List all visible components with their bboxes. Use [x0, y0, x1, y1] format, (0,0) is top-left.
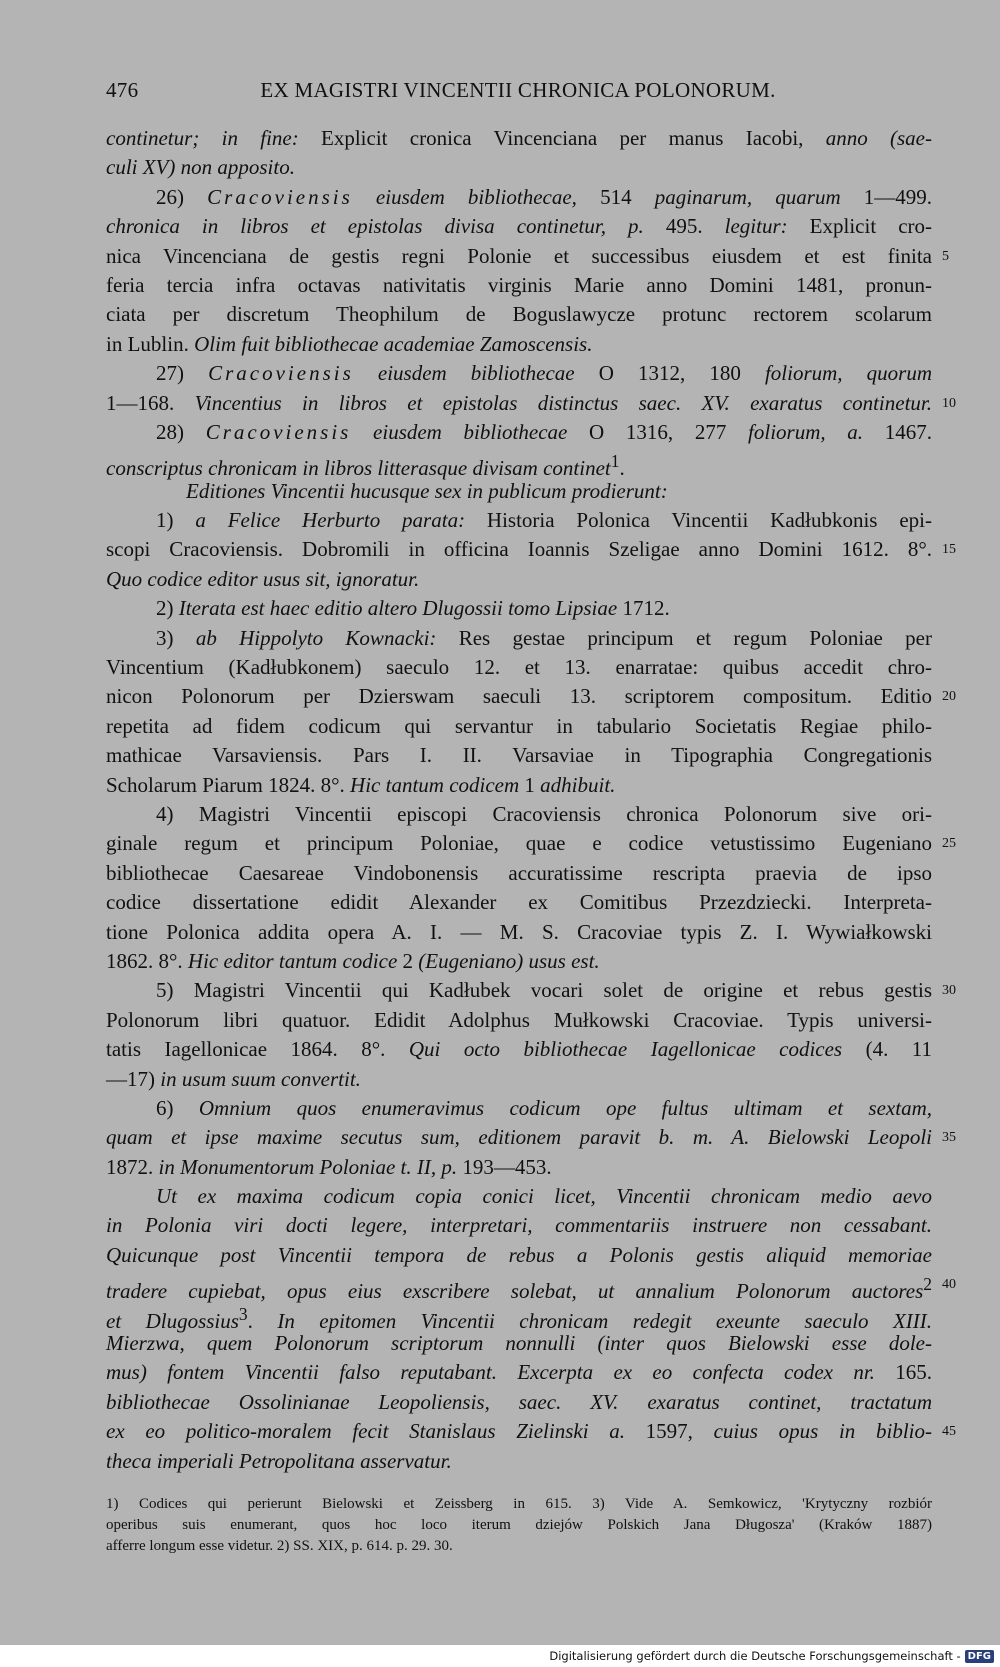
text-line: mathicae Varsaviensis. Pars I. II. Varsaviae in Tipographia Congregationis	[106, 743, 932, 768]
footnotes	[106, 1494, 932, 1557]
line-number: 25	[942, 836, 956, 852]
text-line: —17) in usum suum convertit.	[106, 1066, 361, 1091]
text-line: tatis Iagellonicae 1864. 8°. Qui octo bibliothecae Iagellonicae codices (4. 11	[106, 1037, 933, 1062]
line-number: 15	[942, 542, 956, 558]
text-line: Mierzwa, quem Polonorum scriptorum nonnulli (inter quos Bielowski esse dole-	[106, 1331, 932, 1356]
text-line: Quo codice editor usus sit, ignoratur.	[106, 566, 420, 591]
text-line: mus) fontem Vincentii falso reputabant. Excerpta ex eo confecta codex nr. 165.	[106, 1360, 932, 1385]
body-text	[106, 124, 956, 1476]
line-number: 20	[942, 689, 956, 705]
text-line: chronica in libros et epistolas divisa continetur, p. 495. legitur: Explicit cro-	[106, 214, 933, 239]
text-line: theca imperiali Petropolitana asservatur.	[106, 1448, 452, 1473]
line-number: 40	[942, 1277, 956, 1293]
text-line: continetur; in fine: Explicit cronica Vincenciana per manus Iacobi, anno (sae-	[106, 126, 932, 150]
text-line: culi XV) non apposito.	[106, 155, 295, 180]
text-line: 26) Cracoviensis eiusdem bibliothecae, 514 paginarum, quarum 1—499.	[156, 184, 933, 209]
text-line: 2) Iterata est haec editio altero Dlugossii tomo Lipsiae 1712.	[156, 596, 670, 621]
text-line: quam et ipse maxime secutus sum, editionem paravit b. m. A. Bielowski Leopoli 35	[106, 1123, 932, 1152]
text-line: 1) a Felice Herburto parata: Historia Polonica Vincentii Kadłubkonis epi-	[156, 508, 932, 533]
text-line: 5) Magistri Vincentii qui Kadłubek vocari solet de origine et rebus gestis 30	[106, 976, 932, 1005]
text-line: Polonorum libri quatuor. Edidit Adolphus Mułkowski Cracoviae. Typis universi-	[106, 1007, 932, 1032]
text-line: nicon Polonorum per Dzierswam saeculi 13. scriptorem compositum. Editio 20	[106, 682, 932, 711]
text-line: 1872. in Monumentorum Poloniae t. II, p. 193—453.	[106, 1154, 552, 1179]
running-header	[106, 78, 930, 108]
footnote-line: operibus suis enumerant, quos hoc loco iterum dziejów Polskich Jana Długosza' (Kraków 1887)	[106, 1517, 932, 1533]
line-number: 30	[942, 983, 956, 999]
text-line: bibliothecae Ossolinianae Leopoliensis, saec. XV. exaratus continet, tractatum	[106, 1389, 932, 1414]
line-number: 10	[942, 395, 956, 411]
text-line: ginale regum et principum Poloniae, quae e codice vetustissimo Eugeniano 25	[106, 829, 932, 858]
digitization-footer	[0, 1645, 1000, 1667]
text-line: feria tercia infra octavas nativitatis virginis Marie anno Domini 1481, pronun-	[106, 272, 932, 297]
text-line: et Dlugossius$^3$. In epitomen Vincentii chronicam redegit exeunte saeculo XIII.	[106, 1303, 933, 1333]
text-line: Editiones Vincentii hucusque sex in publicum prodierunt:	[186, 478, 668, 503]
text-line: codice dissertatione edidit Alexander ex Comitibus Przezdziecki. Interpreta-	[106, 890, 932, 915]
running-title: EX MAGISTRI VINCENTII CHRONICA POLONORUM.	[260, 78, 776, 102]
text-line: 6) Omnium quos enumeravimus codicum ope fultus ultimam et sextam,	[156, 1095, 933, 1120]
text-line: 1862. 8°. Hic editor tantum codice 2 (Eugeniano) usus est.	[106, 948, 600, 973]
footnote-line: 1) Codices qui perierunt Bielowski et Zeissberg in 615. 3) Vide A. Semkowicz, 'Krytyczny rozbiór	[106, 1496, 932, 1512]
footnote-line: afferre longum esse videtur. 2) SS. XIX, p. 614. p. 29. 30.	[106, 1538, 453, 1554]
text-line: conscriptus chronicam in libros litterasque divisam continet$^1$.	[106, 451, 625, 481]
text-line: 3) ab Hippolyto Kownacki: Res gestae principum et regum Poloniae per	[156, 625, 932, 650]
footer-text: Digitalisierung gefördert durch die Deutsche Forschungsgemeinschaft -	[549, 1649, 961, 1663]
line-number: 45	[942, 1424, 956, 1440]
text-line: 28) Cracoviensis eiusdem bibliothecae O 1316, 277 foliorum, a. 1467.	[156, 419, 933, 444]
text-line: repetita ad fidem codicum qui servantur in tabulario Societatis Regiae philo-	[106, 713, 932, 738]
line-number: 35	[942, 1130, 956, 1146]
text-line: tradere cupiebat, opus eius exscribere solebat, ut annalium Polonorum auctores$^2$ 40	[106, 1270, 932, 1299]
text-line: tione Polonica addita opera A. I. — M. S. Cracoviae typis Z. I. Wywiałkowski	[106, 919, 932, 944]
text-line: nica Vincenciana de gestis regni Polonie et successibus eiusdem et est finita 5	[106, 242, 932, 271]
text-line: Vincentium (Kadłubkonem) saeculo 12. et 13. enarratae: quibus accedit chro-	[106, 655, 932, 680]
text-line: in Polonia viri docti legere, interpretari, commentariis instruere non cessabant.	[106, 1213, 932, 1238]
text-line: 27) Cracoviensis eiusdem bibliothecae O 1312, 180 foliorum, quorum	[156, 361, 933, 386]
text-line: bibliothecae Caesareae Vindobonensis accuratissime rescripta praevia de ipso	[106, 860, 932, 885]
line-number: 5	[942, 248, 949, 264]
text-line: scopi Cracoviensis. Dobromili in officina Ioannis Szeligae anno Domini 1612. 8°. 15	[106, 535, 932, 564]
text-line: Ut ex maxima codicum copia conici licet, Vincentii chronicam medio aevo	[156, 1184, 932, 1209]
dfg-logo: DFG	[965, 1650, 994, 1663]
page-number: 476	[106, 78, 139, 102]
text-line: ciata per discretum Theophilum de Boguslawycze protunc rectorem scolarum	[106, 302, 932, 327]
text-line: 1—168. Vincentius in libros et epistolas distinctus saec. XV. exaratus continetur. 10	[106, 389, 932, 418]
text-line: in Lublin. Olim fuit bibliothecae academiae Zamoscensis.	[106, 331, 593, 356]
text-line: ex eo politico-moralem fecit Stanislaus Zielinski a. 1597, cuius opus in biblio- 45	[106, 1417, 932, 1446]
text-line: Quicunque post Vincentii tempora de rebus a Polonis gestis aliquid memoriae	[106, 1242, 932, 1267]
text-line: 4) Magistri Vincentii episcopi Cracoviensis chronica Polonorum sive ori-	[156, 801, 932, 826]
text-line: Scholarum Piarum 1824. 8°. Hic tantum codicem 1 adhibuit.	[106, 772, 616, 797]
